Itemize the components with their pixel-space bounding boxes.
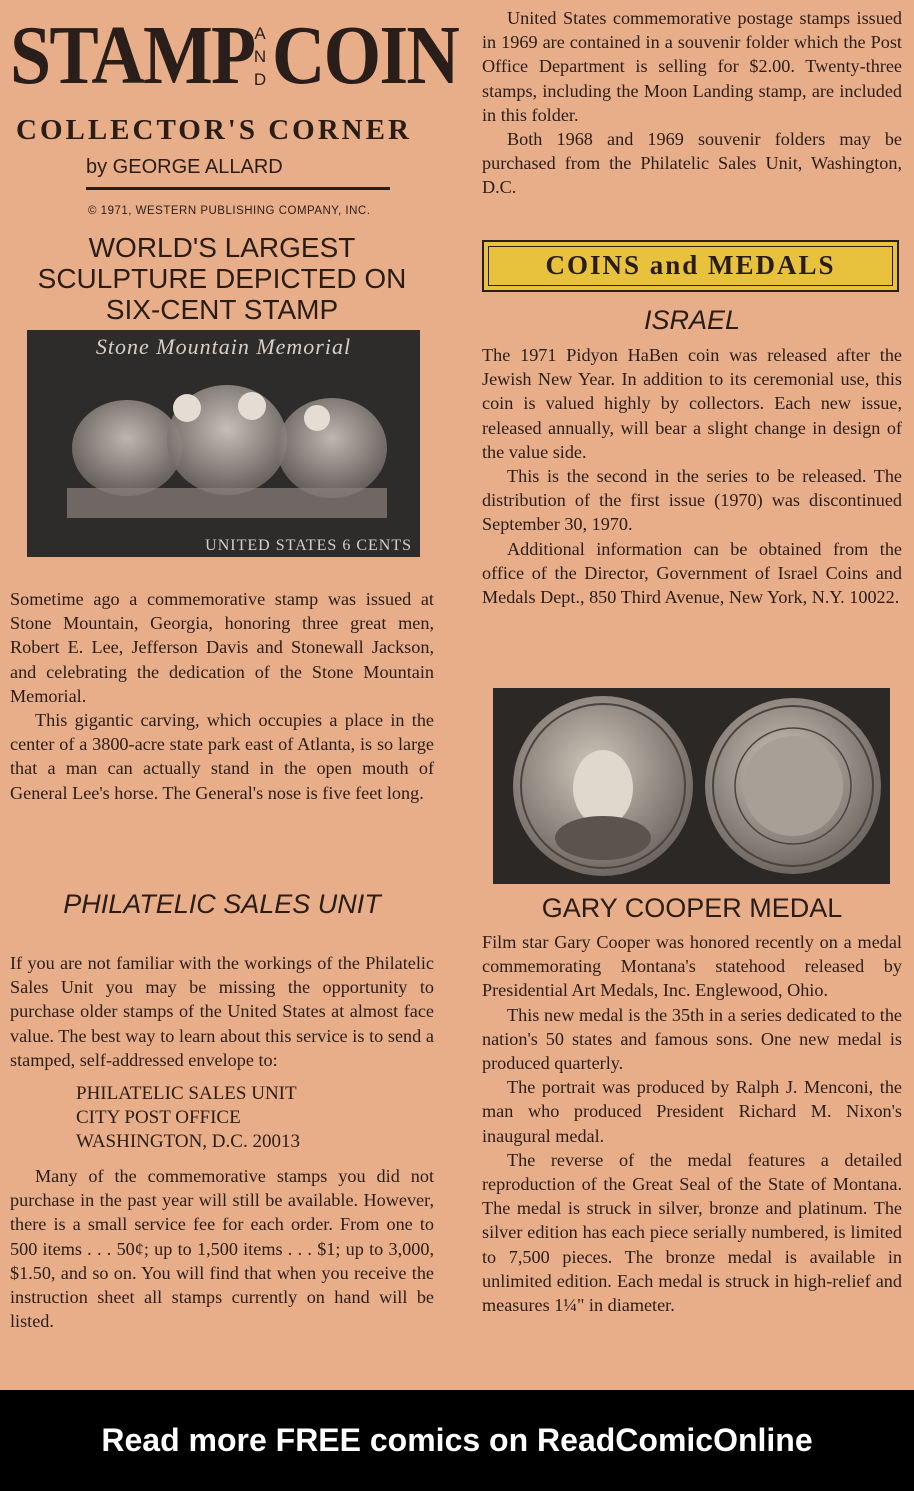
- coins-and-medals-banner: [482, 240, 899, 292]
- masthead-title: [10, 6, 458, 106]
- paragraph: Many of the commemorative stamps you did not purchase in the past year will still be available. However, there is a small service fee for each order. From one to 500 items . . . 50¢; up to 1,500 items . . . $1; up to 3,000, $1.50, and so on. You will find that when you receive the instruction sheet all stamps currently on hand will be listed.: [10, 1166, 434, 1332]
- mailing-address: [76, 1082, 434, 1154]
- masthead-stamp: STAMP: [10, 9, 255, 102]
- cooper-article: [482, 930, 902, 1317]
- stamp-denomination: UNITED STATES 6 CENTS: [205, 537, 412, 554]
- footer-link[interactable]: Read more FREE comics on ReadComicOnline: [101, 1422, 813, 1458]
- paragraph: Both 1968 and 1969 souvenir folders may be purchased from the Philatelic Sales Unit, Washington, D.C.: [482, 129, 902, 198]
- masthead-and: [248, 22, 272, 91]
- byline: by GEORGE ALLARD: [86, 156, 283, 178]
- stamp-title: Stone Mountain Memorial: [95, 334, 352, 359]
- masthead-and-d: D: [253, 70, 267, 89]
- souvenir-folder-article: [482, 6, 902, 200]
- article-headline: [10, 232, 434, 325]
- address-line: WASHINGTON, D.C. 20013: [76, 1131, 300, 1153]
- paragraph: The portrait was produced by Ralph J. Menconi, the man who produced President Richard M. Nixon's inaugural medal.: [482, 1077, 902, 1146]
- paragraph: If you are not familiar with the workings of the Philatelic Sales Unit you may be missing the opportunity to purchase older stamps of the United States at almost face value. The best way to learn about this service is to send a stamped, self-addressed envelope to:: [10, 953, 434, 1070]
- divider: [86, 187, 390, 190]
- address-line: CITY POST OFFICE: [76, 1107, 241, 1129]
- paragraph: Sometime ago a commemorative stamp was issued at Stone Mountain, Georgia, honoring three great men, Robert E. Lee, Jefferson Davis and Stonewall Jackson, and celebrating the dedication of the Stone Mountain Memorial.: [10, 589, 434, 706]
- cooper-heading: GARY COOPER MEDAL: [541, 893, 843, 923]
- masthead-coin: COIN: [272, 9, 458, 102]
- stone-mountain-stamp-image: [27, 330, 420, 557]
- paragraph: This new medal is the 35th in a series dedicated to the nation's 50 states and famous sons. One new medal is produced quarterly.: [482, 1004, 902, 1074]
- address-line: PHILATELIC SALES UNIT: [76, 1083, 297, 1105]
- paragraph: Film star Gary Cooper was honored recently on a medal commemorating Montana's statehood released by Presidential Art Medals, Inc. Englewood, Ohio.: [482, 932, 902, 1001]
- masthead-subtitle: COLLECTOR'S CORNER: [16, 114, 412, 146]
- banner-title: COINS and MEDALS: [545, 250, 836, 280]
- paragraph: United States commemorative postage stamps issued in 1969 are contained in a souvenir folder which the Post Office Department is selling for $2.00. Twenty-three stamps, including the Moon Landing stamp, are included in this folder.: [482, 8, 902, 125]
- footer-banner[interactable]: [0, 1390, 914, 1491]
- philatelic-heading: PHILATELIC SALES UNIT: [63, 889, 381, 919]
- masthead-and-a: A: [254, 24, 266, 43]
- carving-illustration: [67, 378, 387, 518]
- copyright: © 1971, WESTERN PUBLISHING COMPANY, INC.: [88, 205, 371, 217]
- paragraph: This is the second in the series to be released. The distribution of the first issue (1970) was discontinued September 30, 1970.: [482, 466, 902, 535]
- headline-line-2: SCULPTURE DEPICTED ON: [37, 263, 407, 294]
- gary-cooper-medal-image: [493, 688, 890, 884]
- headline-line-3: SIX-CENT STAMP: [105, 294, 339, 325]
- paragraph: The 1971 Pidyon HaBen coin was released after the Jewish New Year. In addition to its ceremonial use, this coin is valued highly by collectors. Each new issue, released annually, will bear a slight change in design of the value side.: [482, 345, 902, 462]
- paragraph: Additional information can be obtained from the office of the Director, Government of Israel Coins and Medals Dept., 850 Third Avenue, New York, N.Y. 10022.: [482, 538, 902, 608]
- masthead-and-n: N: [253, 47, 267, 66]
- headline-line-1: WORLD'S LARGEST: [88, 232, 356, 263]
- israel-article: [482, 343, 902, 609]
- stone-mountain-article: [10, 587, 434, 805]
- medal-illustration: [493, 688, 890, 884]
- paragraph: This gigantic carving, which occupies a place in the center of a 3800-acre state park east of Atlanta, is so large that a man can actually stand in the open mouth of General Lee's horse. The General's nose is five feet long.: [10, 710, 434, 803]
- paragraph: The reverse of the medal features a detailed reproduction of the Great Seal of the State of Montana. The medal is struck in silver, bronze and platinum. The silver edition has each piece serially numbered, is limited to 7,500 pieces. The bronze medal is available in unlimited edition. Each medal is struck in high-relief and measures 1¼" in diameter.: [482, 1149, 902, 1316]
- israel-heading: ISRAEL: [643, 305, 741, 335]
- philatelic-article: [10, 951, 434, 1333]
